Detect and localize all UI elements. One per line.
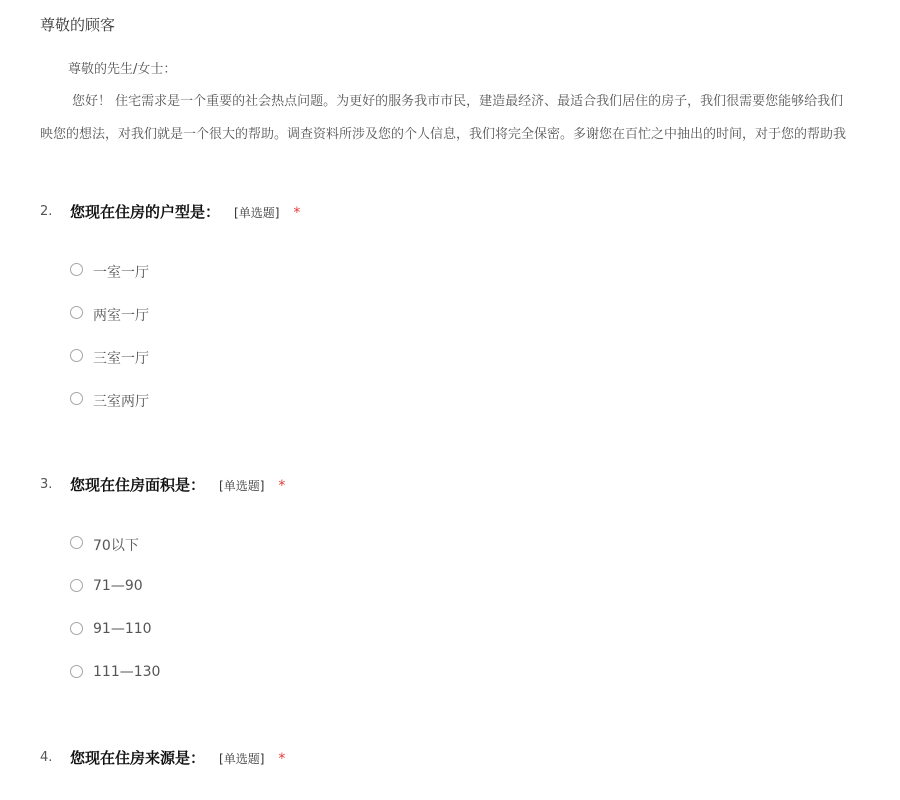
question-type-tag: [单选题] bbox=[219, 752, 265, 766]
question-type-tag: [单选题] bbox=[219, 479, 265, 493]
option-label[interactable]: 70以下 bbox=[93, 538, 139, 554]
option-label[interactable]: 两室一厅 bbox=[93, 308, 149, 324]
required-marker: * bbox=[293, 205, 301, 221]
question-number: 2. bbox=[40, 204, 53, 219]
question-title-text: 您现在住房来源是： bbox=[70, 749, 206, 767]
question-title bbox=[70, 474, 285, 495]
option-label[interactable]: 71—90 bbox=[93, 578, 143, 594]
radio-button[interactable] bbox=[70, 349, 83, 362]
radio-button[interactable] bbox=[70, 579, 83, 592]
radio-button[interactable] bbox=[70, 392, 83, 405]
radio-button[interactable] bbox=[70, 263, 83, 276]
option-label[interactable]: 三室两厅 bbox=[93, 394, 149, 410]
question-number: 4. bbox=[40, 750, 53, 765]
radio-button[interactable] bbox=[70, 622, 83, 635]
intro-paragraph-line: 您好！ 住宅需求是一个重要的社会热点问题。为更好的服务我市市民，建造最经济、最适合我们居住的房子，我们很需要您能够给我们 bbox=[72, 94, 844, 109]
question-title-text: 您现在住房的户型是： bbox=[70, 203, 221, 221]
intro-paragraph-line: 映您的想法，对我们就是一个很大的帮助。调查资料所涉及您的个人信息，我们将完全保密。多谢您在百忙之中抽出的时间，对于您的帮助我 bbox=[40, 127, 847, 142]
question-header bbox=[40, 747, 900, 771]
question-type-tag: [单选题] bbox=[234, 206, 280, 220]
question-title-text: 您现在住房面积是： bbox=[70, 476, 206, 494]
radio-button[interactable] bbox=[70, 665, 83, 678]
question-title bbox=[70, 201, 300, 222]
radio-button[interactable] bbox=[70, 306, 83, 319]
option-label[interactable]: 111—130 bbox=[93, 664, 161, 680]
question-header bbox=[40, 201, 900, 225]
option-label[interactable]: 三室一厅 bbox=[93, 351, 149, 367]
required-marker: * bbox=[278, 478, 286, 494]
question-number: 3. bbox=[40, 477, 53, 492]
question-title bbox=[70, 747, 285, 768]
option-label[interactable]: 一室一厅 bbox=[93, 265, 149, 281]
question-house-area bbox=[40, 474, 900, 680]
radio-button[interactable] bbox=[70, 536, 83, 549]
salutation: 尊敬的先生/女士： bbox=[68, 62, 177, 77]
question-header bbox=[40, 474, 900, 498]
option-label[interactable]: 91—110 bbox=[93, 621, 152, 637]
greeting-title: 尊敬的顾客 bbox=[40, 16, 116, 34]
question-house-source bbox=[40, 747, 900, 771]
question-house-type bbox=[40, 201, 900, 410]
required-marker: * bbox=[278, 751, 286, 767]
